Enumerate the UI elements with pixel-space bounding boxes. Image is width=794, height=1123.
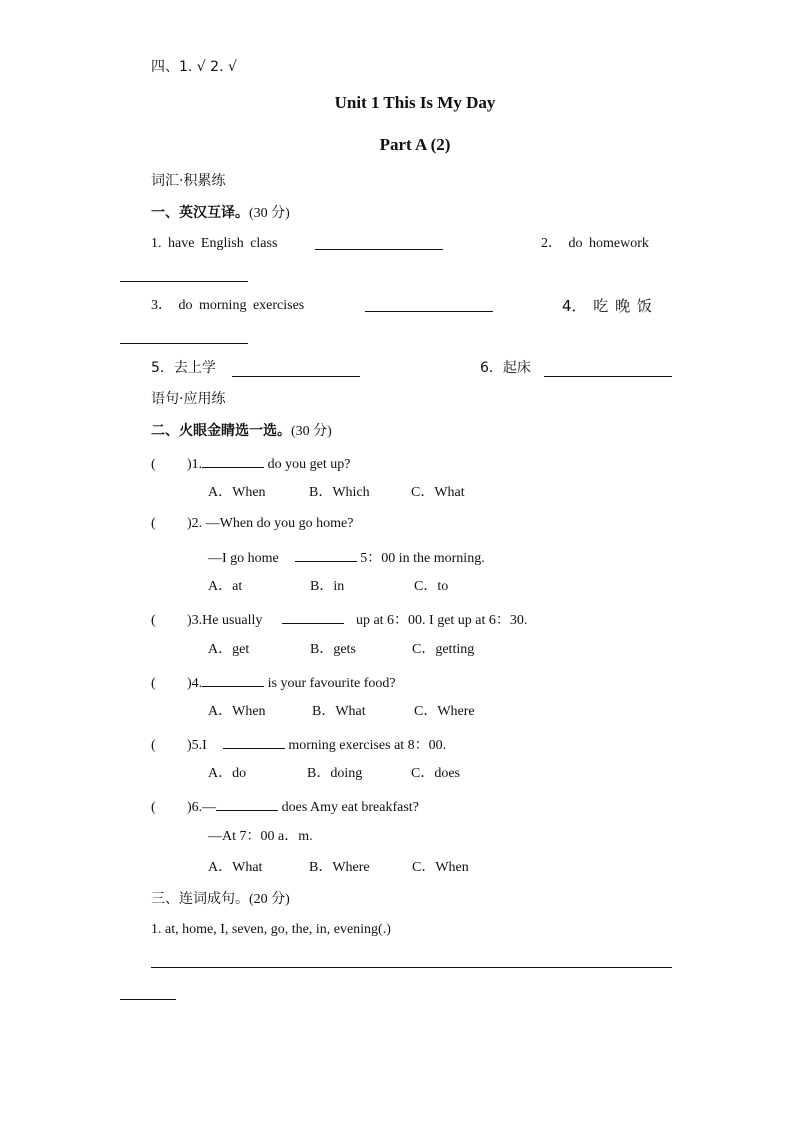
question-6 [151,795,419,818]
blank [223,733,285,749]
question-text: do you get up? [264,457,351,472]
options-3 [208,640,474,660]
question-text: )5.I [187,738,207,753]
options-5 [208,764,460,784]
paren: ( [151,800,156,815]
section-three-title: 三、连词成句。 [151,891,249,907]
option-b: B．gets [310,642,356,657]
section-two-score: (30 分) [291,424,332,439]
question-number: )4. [187,676,203,691]
answer-line-5 [232,376,360,377]
option-c: C．getting [412,642,475,657]
option-a: A．What [208,860,263,875]
answer-line-3 [365,311,493,312]
question-text: morning exercises at 8：00. [284,738,447,753]
section-one-title: 一、英汉互译。 [151,205,249,221]
option-a: A．When [208,485,266,500]
unit-title: Unit 1 This Is My Day [334,93,496,112]
option-c: C．Where [414,704,475,719]
question-4 [151,671,396,694]
vocab-item-3: 3． do morning exercises [151,298,305,313]
question-text: —I go home [208,551,279,566]
options-1 [208,483,465,503]
section-three-score: (20 分) [249,892,290,907]
section-two-title: 二、火眼金睛选一选。 [151,423,291,439]
section-one-heading [151,202,290,224]
vocab-item-2: 2． do homework [541,236,649,251]
option-a: A．at [208,579,243,594]
answer-line-long [151,967,672,968]
question-text: up at 6：00. I get up at 6：30. [352,613,528,628]
paren: ( [151,516,156,531]
blank [295,546,357,562]
section-one-score: (30 分) [249,206,290,221]
paren: ( [151,676,156,691]
question-text: )2. —When do you go home? [187,516,354,531]
section-label-sentence: 语句·应用练 [151,391,226,407]
answer-line-2 [120,281,248,282]
answer-line-continuation [120,999,176,1000]
question-number: )6.— [187,800,217,815]
question-text: )3.He usually [187,613,263,628]
blank [282,608,344,624]
options-6 [208,858,469,878]
previous-answers: 四、1. √ 2. √ [151,59,237,75]
option-c: C．When [412,860,469,875]
option-a: A．do [208,766,247,781]
question-number: )1. [187,457,203,472]
option-b: B．in [310,579,345,594]
option-c: C．to [414,579,449,594]
vocab-item-1: 1. have English class [151,236,278,251]
option-c: C．does [411,766,460,781]
answer-line-6 [544,376,672,377]
answer-line-4 [120,343,248,344]
paren: ( [151,738,156,753]
option-a: A．When [208,704,266,719]
question-2-line2 [208,546,485,569]
question-text: is your favourite food? [264,676,396,691]
options-4 [208,702,475,722]
blank [216,795,278,811]
question-text: does Amy eat breakfast? [278,800,419,815]
answer-line-1 [315,249,443,250]
question-1 [151,452,351,475]
paren: ( [151,613,156,628]
question-text: 5：00 in the morning. [356,551,485,566]
paren: ( [151,457,156,472]
option-a: A．get [208,642,250,657]
section-two-heading [151,420,332,442]
question-2 [151,514,353,534]
option-b: B．Which [309,485,370,500]
option-b: B．Where [309,860,370,875]
vocab-item-6: 6．起床 [480,360,531,376]
option-b: B．What [312,704,366,719]
reorder-question-1: 1. at, home, I, seven, go, the, in, evening(.) [151,922,391,937]
option-c: C．What [411,485,465,500]
option-b: B．doing [307,766,363,781]
vocab-item-4: 4． 吃 晚 饭 [562,297,652,315]
blank [202,671,264,687]
question-6-line2: —At 7：00 a．m. [208,829,313,844]
question-3 [151,608,527,631]
question-5 [151,733,446,756]
section-label-vocab: 词汇·积累练 [151,173,226,189]
options-2 [208,577,448,597]
part-title: Part A (2) [379,135,451,154]
vocab-item-5: 5．去上学 [151,360,216,376]
blank [202,452,264,468]
section-three-heading [151,889,290,910]
